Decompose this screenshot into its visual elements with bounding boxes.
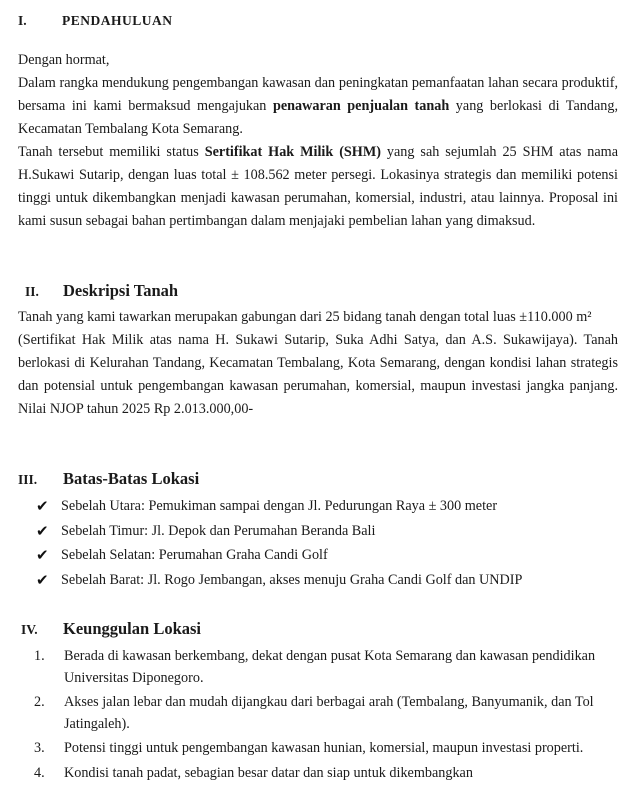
list-item: ✔ Sebelah Barat: Jl. Rogo Jembangan, akses menuju Graha Candi Golf dan UNDIP: [36, 571, 523, 590]
status-bold-phrase: Sertifikat Hak Milik (SHM): [204, 144, 381, 160]
checkmark-icon: ✔: [36, 571, 49, 590]
list-item: ✔ Sebelah Selatan: Perumahan Graha Candi Golf: [36, 546, 328, 565]
list-item: ✔ Sebelah Timur: Jl. Depok dan Perumahan Beranda Bali: [36, 521, 376, 540]
list-item: ✔ Sebelah Utara: Pemukiman sampai dengan Jl. Pedurungan Raya ± 300 meter: [36, 497, 498, 515]
list-item: 3. Potensi tinggi untuk pengembangan kawasan hunian, komersial, maupun investasi properti.: [34, 740, 584, 756]
list-item: 4. Kondisi tanah padat, sebagian besar datar dan siap untuk dikembangkan: [34, 764, 473, 781]
section-4-heading: [18, 619, 618, 639]
checkmark-icon: ✔: [36, 546, 49, 565]
section-2-body: [18, 306, 618, 421]
section-1-body: [18, 49, 618, 233]
land-description-paragraph: (Sertifikat Hak Milik atas nama H. Sukawi Sutarip, Suka Adhi Satya, dan A.S. Sukawijaya). Tanah berlokasi di Kelurahan Tandang, Kecamatan Tembalang, Kota Semarang, dengan kondisi lahan strategis dan potensial untuk pengembangan kawasan perumahan, komersial, maupun investasi jangka panjang. Nilai NJOP tahun 2025 Rp 2.013.000,00-: [18, 332, 618, 417]
section-3-number: III.: [18, 472, 38, 487]
section-1-heading: [18, 12, 618, 30]
list-item: 1. Berada di kawasan berkembang, dekat dengan pusat Kota Semarang dan kawasan pendidikan Universitas Diponegoro.: [34, 648, 596, 686]
boundary-list: [36, 496, 626, 595]
section-1-number: I.: [18, 13, 27, 28]
advantages-list: [34, 646, 618, 787]
greeting: Dengan hormat,: [18, 52, 110, 68]
section-4-title: Keunggulan Lokasi: [63, 619, 202, 638]
section-1-title: PENDAHULUAN: [62, 13, 173, 28]
section-2-title: Deskripsi Tanah: [63, 281, 179, 300]
status-paragraph: Tanah tersebut memiliki status Sertifikat Hak Milik (SHM) yang sah sejumlah 25 SHM atas nama H.Sukawi Sutarip, dengan luas total ± 108.562 meter persegi. Lokasinya strategis dan memiliki potensi tinggi untuk dikembangkan menjadi kawasan perumahan, komersial, industri, atau lainnya. Proposal ini kami susun sebagai bahan pertimbangan dalam menjajaki pembelian lahan yang dimaksud.: [18, 144, 619, 229]
checkmark-icon: ✔: [36, 521, 49, 540]
intro-paragraph: Dalam rangka mendukung pengembangan kawasan dan peningkatan pemanfaatan lahan secara produktif, bersama ini kami bermaksud mengajukan penawaran penjualan tanah yang berlokasi di Tandang, Kecamatan Tembalang Kota Semarang.: [18, 75, 618, 137]
land-area-paragraph: Tanah yang kami tawarkan merupakan gabungan dari 25 bidang tanah dengan total luas ±110.000 m²: [18, 309, 592, 325]
intro-bold-phrase: penawaran penjualan tanah: [272, 98, 450, 114]
section-3-heading: [18, 469, 618, 489]
section-4-number: IV.: [21, 622, 38, 637]
checkmark-icon: ✔: [36, 497, 49, 515]
section-3-title: Batas-Batas Lokasi: [63, 469, 200, 488]
section-2-number: II.: [25, 284, 39, 299]
list-item: 2. Akses jalan lebar dan mudah dijangkau dari berbagai arah (Tembalang, Banyumanik, dan Tol Jatingaleh).: [34, 694, 594, 732]
section-2-heading: [18, 281, 618, 301]
